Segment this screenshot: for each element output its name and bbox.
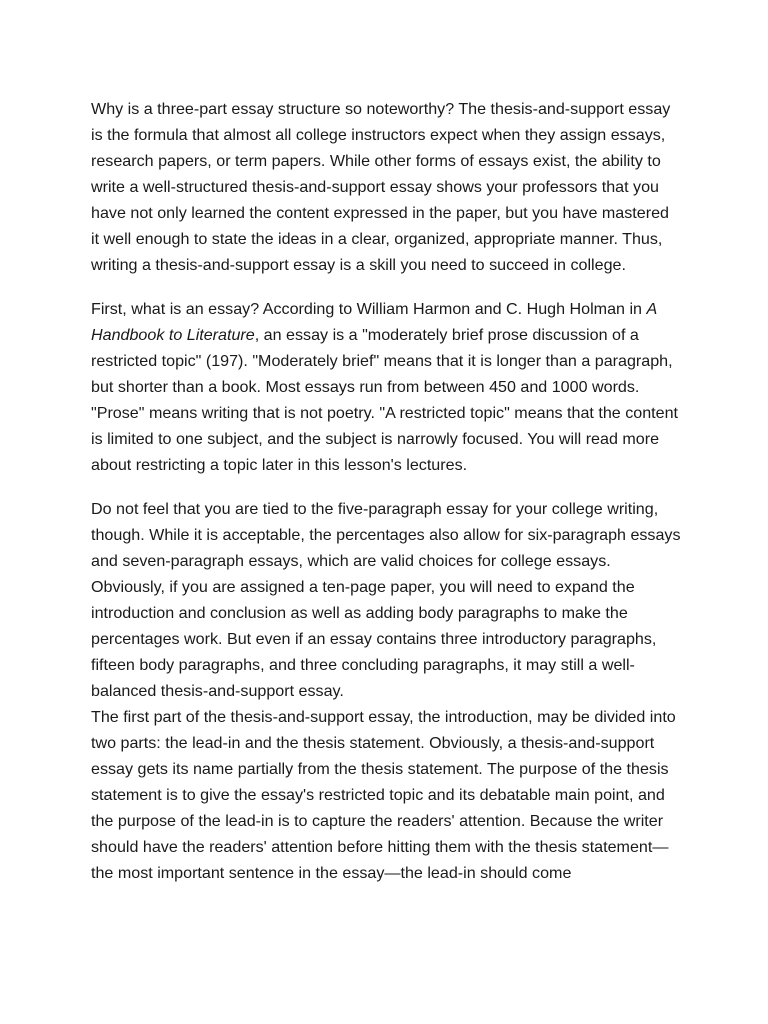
paragraph-essay-structure-text: Why is a three-part essay structure so noteworthy? The thesis-and-support essay is the formula that almost all college instructors expect when they assign essays, research papers, or term papers. While other forms of essays exist, the ability to write a well-structured thesis-and-support essay shows your professors that you have not only learned the content expressed in the paper, but you have mastered it well enough to state the ideas in a clear, organized, appropriate manner. Thus, writing a thesis-and-support essay is a skill you need to succeed in college. xyxy=(91,100,671,274)
paragraph-essay-structure xyxy=(91,96,681,278)
paragraph-what-is-essay-lead: First, what is an essay? According to William Harmon and C. Hugh Holman in xyxy=(91,300,647,318)
paragraph-five-paragraph xyxy=(91,496,681,704)
paragraph-five-paragraph-text: Do not feel that you are tied to the five-paragraph essay for your college writing, though. While it is acceptable, the percentages also allow for six-paragraph essays and seven-paragraph essays, which are valid choices for college essays. Obviously, if you are assigned a ten-page paper, you will need to expand the introduction and conclusion as well as adding body paragraphs to make the percentages work. But even if an essay contains three introductory paragraphs, fifteen body paragraphs, and three concluding paragraphs, it may still a well-balanced thesis-and-support essay. xyxy=(91,500,681,700)
paragraph-introduction xyxy=(91,704,681,886)
paragraph-what-is-essay xyxy=(91,296,681,478)
paragraph-introduction-text: The first part of the thesis-and-support essay, the introduction, may be divided into two parts: the lead-in and the thesis statement. Obviously, a thesis-and-support essay gets its name partially from the thesis statement. The purpose of the thesis statement is to give the essay's restricted topic and its debatable main point, and the purpose of the lead-in is to capture the readers' attention. Because the writer should have the readers' attention before hitting them with the thesis statement—the most important sentence in the essay—the lead-in should come xyxy=(91,708,676,882)
book-title: A Handbook to Literature xyxy=(91,300,657,344)
paragraph-what-is-essay-rest: , an essay is a "moderately brief prose discussion of a restricted topic" (197). "Moderately brief" means that it is longer than a paragraph, but shorter than a book. Most essays run from between 450 and 1000 words. "Prose" means writing that is not poetry. "A restricted topic" means that the content is limited to one subject, and the subject is narrowly focused. You will read more about restricting a topic later in this lesson's lectures. xyxy=(91,326,679,474)
document-body xyxy=(91,96,681,886)
